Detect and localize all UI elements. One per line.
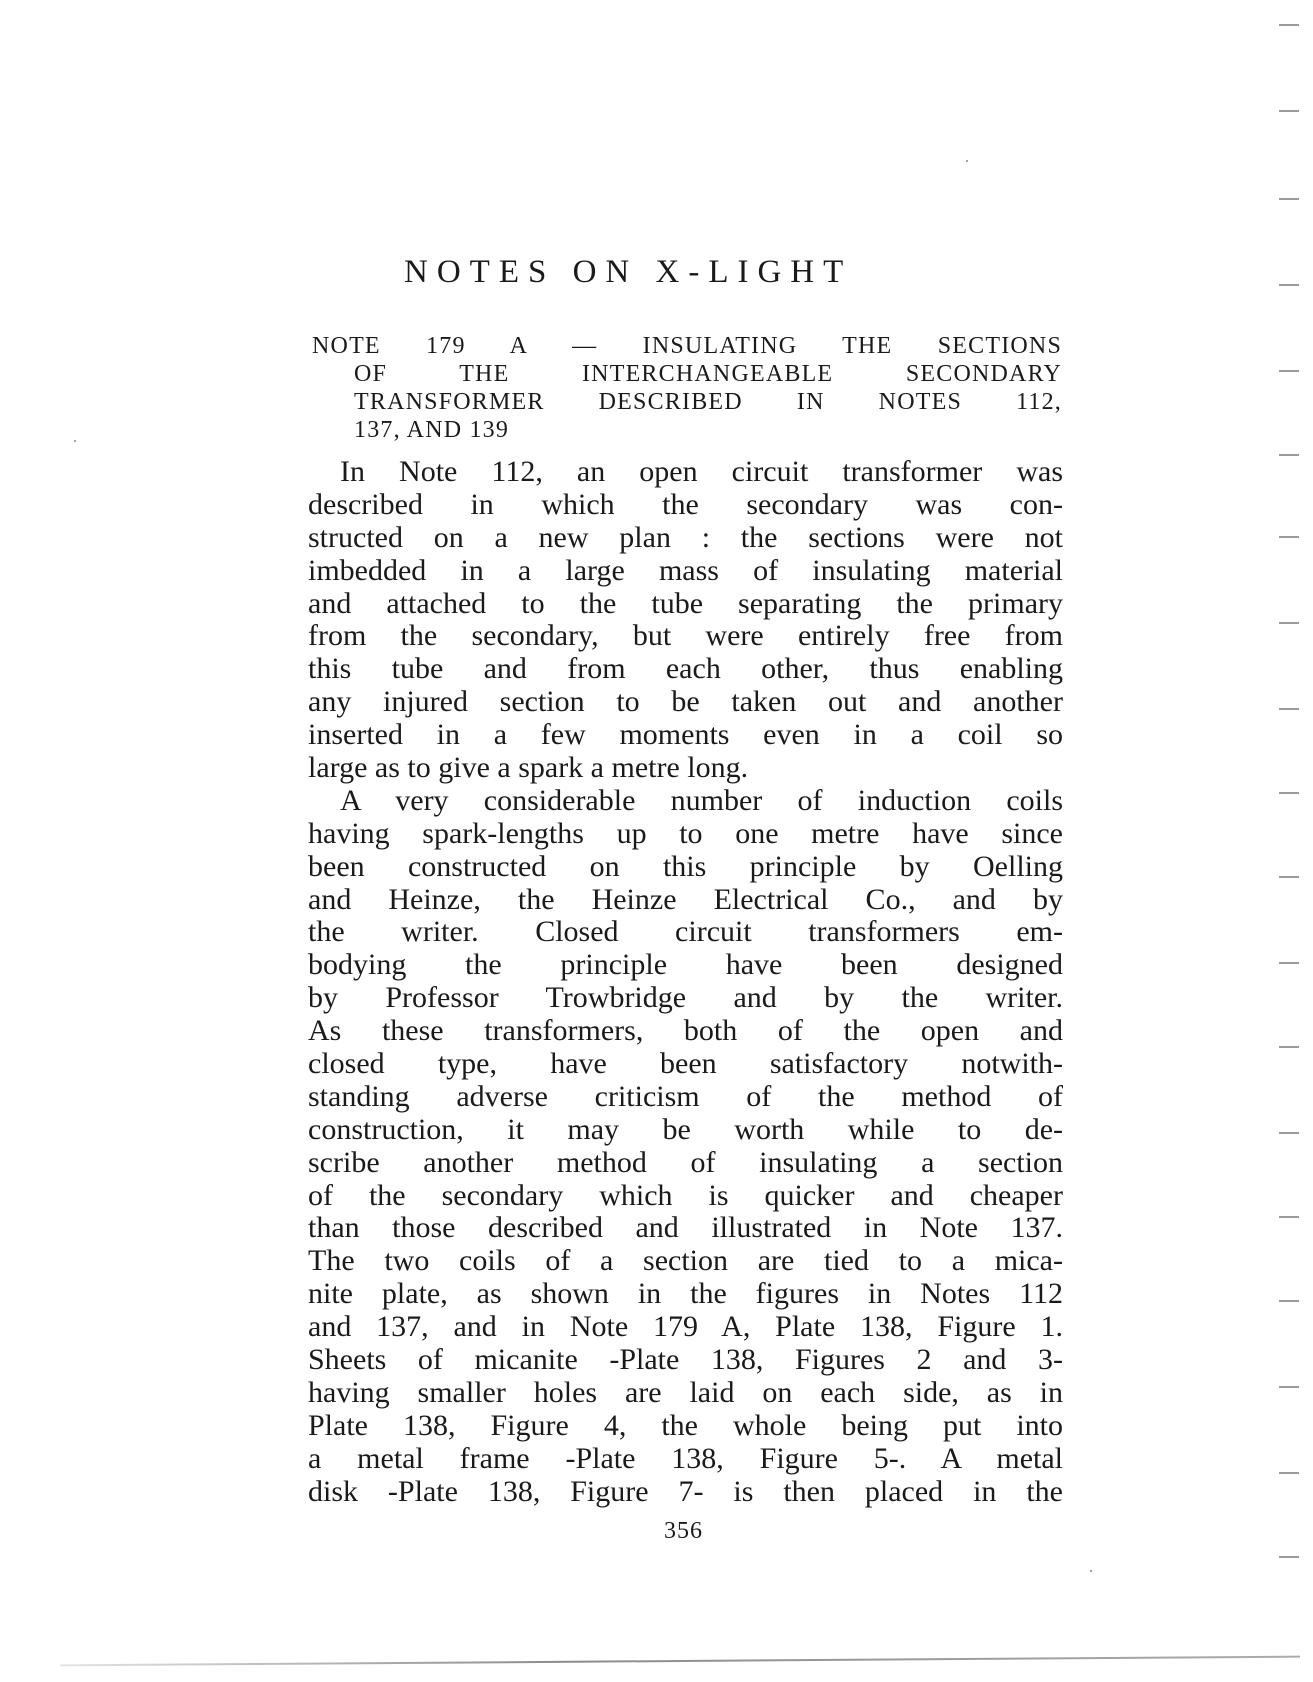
body-line: standing adverse criticism of the method of [308, 1079, 1063, 1113]
body-line: and Heinze, the Heinze Electrical Co., and by [308, 882, 1063, 916]
body-line: As these transformers, both of the open and [308, 1014, 1063, 1048]
body-line: having smaller holes are laid on each side, as in [308, 1375, 1063, 1409]
edge-mark [1279, 1300, 1299, 1302]
body-line: any injured section to be taken out and another [308, 685, 1063, 719]
body-line: The two coils of a section are tied to a mica- [308, 1244, 1063, 1278]
body-text [308, 456, 1063, 1509]
body-line: this tube and from each other, thus enabling [308, 652, 1063, 686]
edge-mark [1279, 24, 1299, 26]
body-line: imbedded in a large mass of insulating material [308, 553, 1063, 587]
note-heading-line: TRANSFORMER DESCRIBED IN NOTES 112, [354, 389, 1062, 415]
note-heading-line: 137, AND 139 [354, 417, 510, 443]
scan-speck [74, 440, 76, 442]
scan-speck [1090, 1570, 1092, 1572]
body-line: than those described and illustrated in Note 137. [308, 1211, 1063, 1245]
body-line: construction, it may be worth while to de- [308, 1112, 1063, 1146]
edge-mark [1279, 876, 1299, 878]
edge-mark [1279, 536, 1299, 538]
edge-mark [1279, 1216, 1299, 1218]
body-line: of the secondary which is quicker and cheaper [308, 1178, 1063, 1212]
body-line: a metal frame -Plate 138, Figure 5-. A metal [308, 1441, 1063, 1475]
body-line: structed on a new plan : the sections were not [308, 520, 1063, 554]
body-line: Plate 138, Figure 4, the whole being put into [308, 1408, 1063, 1442]
edge-mark [1279, 1556, 1299, 1558]
body-line: inserted in a few moments even in a coil so [308, 718, 1063, 752]
edge-mark [1279, 962, 1299, 964]
edge-mark [1279, 198, 1299, 200]
edge-mark [1279, 1386, 1299, 1388]
edge-mark [1279, 370, 1299, 372]
edge-mark [1279, 284, 1299, 286]
note-heading-line: NOTE 179 A — INSULATING THE SECTIONS [312, 333, 1062, 359]
running-head: NOTES ON X-LIGHT [404, 254, 853, 290]
edge-mark [1279, 110, 1299, 112]
body-line: Sheets of micanite -Plate 138, Figures 2 and 3- [308, 1343, 1063, 1377]
page-number: 356 [664, 1518, 703, 1544]
edge-mark [1279, 622, 1299, 624]
scan-speck [966, 160, 968, 162]
body-line: In Note 112, an open circuit transformer was [340, 455, 1063, 488]
edge-mark [1279, 1132, 1299, 1134]
note-heading [312, 332, 1062, 444]
body-line: disk -Plate 138, Figure 7- is then placed in the [308, 1474, 1063, 1508]
scan-bottom-edge [60, 1656, 1300, 1667]
edge-mark [1279, 792, 1299, 794]
body-line: A very considerable number of induction coils [340, 783, 1063, 817]
body-line: large as to give a spark a metre long. [308, 751, 749, 785]
body-line: the writer. Closed circuit transformers em- [308, 915, 1063, 949]
edge-mark [1279, 1472, 1299, 1474]
body-line: scribe another method of insulating a section [308, 1145, 1063, 1179]
body-line: from the secondary, but were entirely free from [308, 619, 1063, 653]
body-line: by Professor Trowbridge and by the writer. [308, 981, 1063, 1015]
body-line: and attached to the tube separating the primary [308, 586, 1063, 620]
body-line: closed type, have been satisfactory notwith- [308, 1047, 1063, 1081]
body-line: nite plate, as shown in the figures in Notes 112 [308, 1277, 1063, 1311]
body-line: described in which the secondary was con- [308, 487, 1063, 521]
scan-edge-marks [1253, 0, 1313, 1682]
body-line: having spark-lengths up to one metre have since [308, 816, 1063, 850]
body-line: bodying the principle have been designed [308, 948, 1063, 982]
note-heading-line: OF THE INTERCHANGEABLE SECONDARY [354, 361, 1062, 387]
body-line: been constructed on this principle by Oelling [308, 849, 1063, 883]
edge-mark [1279, 708, 1299, 710]
edge-mark [1279, 1046, 1299, 1048]
body-line: and 137, and in Note 179 A, Plate 138, Figure 1. [308, 1310, 1063, 1344]
edge-mark [1279, 454, 1299, 456]
